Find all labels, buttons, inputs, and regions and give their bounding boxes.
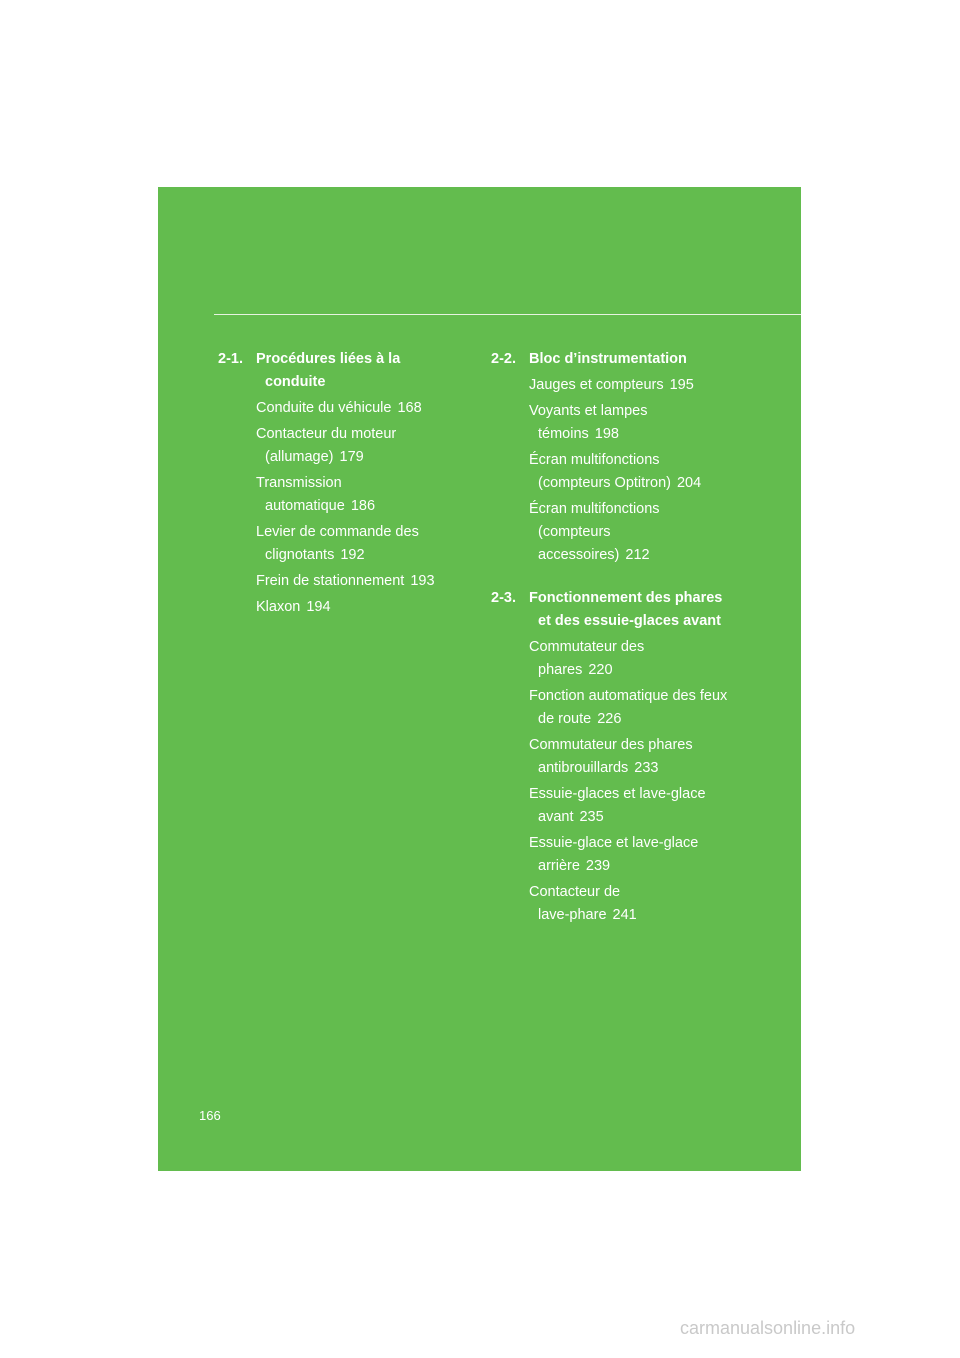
toc-entry[interactable] bbox=[487, 400, 739, 446]
toc-entry-text: lave-phare bbox=[538, 907, 607, 923]
toc-entry[interactable] bbox=[487, 734, 739, 780]
toc-page-number: 179 bbox=[339, 449, 364, 465]
toc-entry-text: Voyants et lampes bbox=[529, 403, 648, 419]
toc-entry-text: Écran multifonctions bbox=[529, 501, 660, 517]
toc-page-number: 195 bbox=[669, 377, 694, 393]
toc-entry-line bbox=[529, 855, 739, 878]
section-number: 2-1. bbox=[218, 351, 243, 367]
toc-page-number: 193 bbox=[410, 573, 435, 589]
toc-entry-text: Frein de stationnement bbox=[256, 573, 405, 589]
toc-page-number: 241 bbox=[612, 907, 637, 923]
toc-entry-line bbox=[529, 832, 739, 855]
toc-entry-text: avant bbox=[538, 809, 574, 825]
toc-entry-text: Essuie-glace et lave-glace bbox=[529, 835, 699, 851]
toc-entry-line bbox=[529, 881, 739, 904]
toc-entry[interactable] bbox=[214, 596, 467, 619]
toc-entry-line bbox=[256, 495, 467, 518]
toc-entry-text: automatique bbox=[265, 498, 345, 514]
toc-entry-line bbox=[256, 397, 467, 420]
toc-page-number: 198 bbox=[594, 426, 619, 442]
toc-entry-text: Contacteur de bbox=[529, 884, 621, 900]
toc-entry-line bbox=[256, 446, 467, 469]
toc-entry-text: Transmission bbox=[256, 475, 342, 491]
toc-entry-line bbox=[529, 734, 739, 757]
toc-section bbox=[487, 587, 739, 927]
toc-entry[interactable] bbox=[214, 570, 467, 593]
toc-entry-text: Levier de commande des bbox=[256, 524, 419, 540]
toc-entry-line bbox=[529, 708, 739, 731]
section-title bbox=[529, 587, 739, 633]
toc-entry-text: accessoires) bbox=[538, 547, 620, 563]
toc-entry-text: antibrouillards bbox=[538, 760, 629, 776]
section-title bbox=[529, 348, 739, 371]
toc-entry-line bbox=[529, 544, 739, 567]
section-title-line: Procédures liées à la bbox=[256, 351, 401, 367]
toc-entry-text: arrière bbox=[538, 858, 580, 874]
toc-entry[interactable] bbox=[487, 832, 739, 878]
toc-entry-text: (allumage) bbox=[265, 449, 334, 465]
toc-entry-line bbox=[529, 423, 739, 446]
toc-entry-text: (compteurs Optitron) bbox=[538, 475, 671, 491]
toc-entry-line bbox=[529, 757, 739, 780]
toc-entry-text: Conduite du véhicule bbox=[256, 400, 392, 416]
toc-entry-text: Écran multifonctions bbox=[529, 452, 660, 468]
toc-entry-text: clignotants bbox=[265, 547, 335, 563]
section-heading bbox=[487, 348, 739, 371]
toc-entry[interactable] bbox=[214, 397, 467, 420]
toc-entry[interactable] bbox=[487, 685, 739, 731]
toc-entry-text: Contacteur du moteur bbox=[256, 426, 397, 442]
toc-page-number: 239 bbox=[585, 858, 611, 874]
toc-entry[interactable] bbox=[487, 636, 739, 682]
toc-entry-line bbox=[529, 904, 739, 927]
toc-page-number: 192 bbox=[340, 547, 365, 563]
toc-entry[interactable] bbox=[487, 783, 739, 829]
page-number: 166 bbox=[199, 1108, 221, 1123]
toc-entry-text: Jauges et compteurs bbox=[529, 377, 664, 393]
toc-entry-text: Essuie-glaces et lave-glace bbox=[529, 786, 706, 802]
toc-page-number: 168 bbox=[397, 400, 422, 416]
toc-entry-text: de route bbox=[538, 711, 592, 727]
toc-entry-line bbox=[256, 423, 467, 446]
toc-entry-line bbox=[529, 685, 739, 708]
toc-entry-line bbox=[529, 636, 739, 659]
section-title-line: et des essuie-glaces avant bbox=[538, 613, 721, 629]
toc-entry-line bbox=[529, 449, 739, 472]
toc-entry-text: Commutateur des phares bbox=[529, 737, 693, 753]
toc-page-number: 212 bbox=[625, 547, 650, 563]
toc-entry[interactable] bbox=[487, 498, 739, 567]
toc-entry-line bbox=[529, 374, 739, 397]
toc-entry-line bbox=[256, 570, 467, 593]
section-heading bbox=[487, 587, 739, 633]
toc-entry-text: (compteurs bbox=[538, 524, 611, 540]
toc-entry-line bbox=[256, 596, 467, 619]
toc-entry-line bbox=[529, 400, 739, 423]
toc-entry-line bbox=[529, 659, 739, 682]
toc-page-number: 235 bbox=[579, 809, 604, 825]
toc-page-number: 186 bbox=[350, 498, 376, 514]
toc-section bbox=[214, 348, 467, 619]
toc-entry[interactable] bbox=[214, 423, 467, 469]
section-title-line: Bloc d’instrumentation bbox=[529, 351, 687, 367]
toc-page-number: 226 bbox=[597, 711, 622, 727]
section-number: 2-3. bbox=[491, 590, 516, 606]
toc-page-number: 220 bbox=[588, 662, 613, 678]
section-number: 2-2. bbox=[491, 351, 516, 367]
section-title-line: conduite bbox=[265, 374, 326, 390]
toc-entry-line bbox=[256, 472, 467, 495]
toc-entry[interactable] bbox=[487, 374, 739, 397]
toc-entry-line bbox=[529, 472, 739, 495]
toc-entry-text: témoins bbox=[538, 426, 589, 442]
toc-column-right bbox=[487, 348, 739, 941]
toc-entry-text: Fonction automatique des feux bbox=[529, 688, 728, 704]
section-title bbox=[256, 348, 467, 394]
toc-entry[interactable] bbox=[487, 881, 739, 927]
toc-entry[interactable] bbox=[214, 521, 467, 567]
section-heading bbox=[214, 348, 467, 394]
toc-entry-line bbox=[529, 783, 739, 806]
toc-page-number: 233 bbox=[634, 760, 659, 776]
toc-entry[interactable] bbox=[487, 449, 739, 495]
toc-page-number: 204 bbox=[676, 475, 702, 491]
toc-entry-line bbox=[529, 498, 739, 521]
watermark: carmanualsonline.info bbox=[680, 1318, 856, 1338]
header-rule bbox=[214, 314, 801, 315]
toc-entry-line bbox=[256, 521, 467, 544]
toc-entry-text: phares bbox=[538, 662, 583, 678]
section-title-line: Fonctionnement des phares bbox=[529, 590, 723, 606]
toc-entry[interactable] bbox=[214, 472, 467, 518]
toc-entry-line bbox=[256, 544, 467, 567]
toc-entry-text: Klaxon bbox=[256, 599, 301, 615]
toc-entry-line bbox=[529, 806, 739, 829]
toc-column-left bbox=[214, 348, 467, 633]
toc-entry-text: Commutateur des bbox=[529, 639, 645, 655]
toc-section bbox=[487, 348, 739, 567]
toc-entry-line bbox=[529, 521, 739, 544]
toc-page-number: 194 bbox=[306, 599, 331, 615]
